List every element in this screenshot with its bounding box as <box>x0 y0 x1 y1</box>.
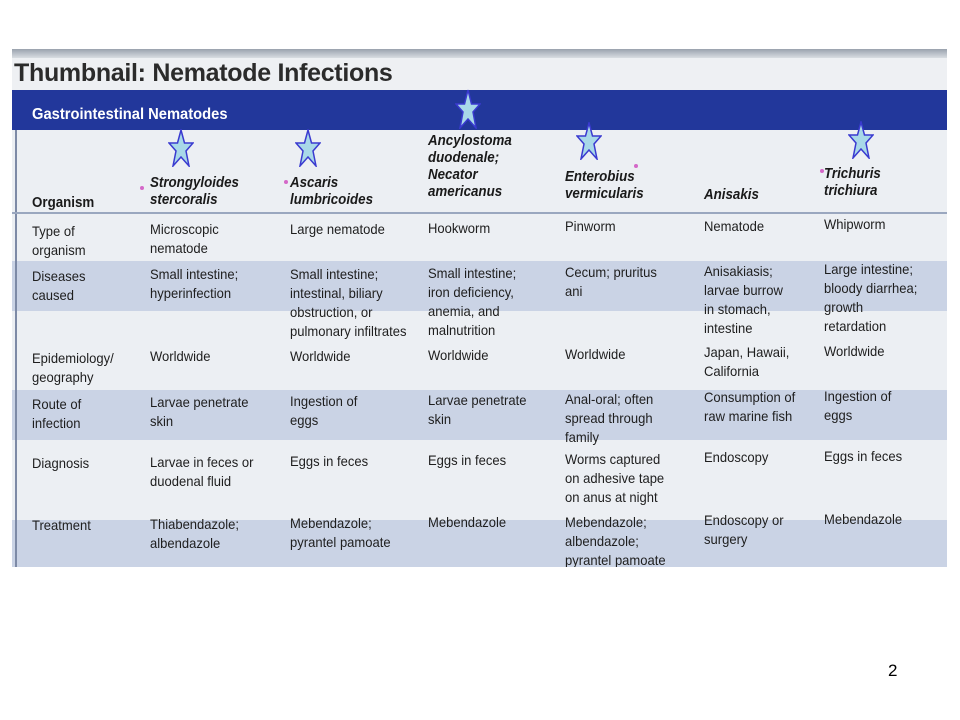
table-cell: Large intestine; bloody diarrhea; growth retardation <box>824 261 918 334</box>
table-cell: Eggs in feces <box>428 452 507 468</box>
slide-title: Thumbnail: Nematode Infections <box>14 59 393 87</box>
star-icon <box>455 89 481 129</box>
table-cell: Endoscopy <box>704 449 769 465</box>
marker-dot <box>140 186 144 190</box>
table-cell: Consumption of raw marine fish <box>704 389 796 424</box>
table-cell: Large nematode <box>290 221 385 237</box>
table-left-rule <box>15 130 17 567</box>
marker-dot <box>634 164 638 168</box>
table-cell: Anisakiasis; larvae burrow in stomach, intestine <box>704 263 783 336</box>
table-cell: Worldwide <box>428 347 489 363</box>
row-label: Diseases caused <box>32 268 86 303</box>
star-icon <box>848 121 874 159</box>
row-label: Route of infection <box>32 396 82 431</box>
photo-top-edge <box>12 49 947 58</box>
table-cell: Japan, Hawaii, California <box>704 344 790 379</box>
row-label: Type of organism <box>32 223 86 258</box>
row-label: Treatment <box>32 517 91 533</box>
table-cell: Mebendazole <box>824 511 903 527</box>
table-cell: Small intestine; intestinal, biliary obstruction, or pulmonary infiltrates <box>290 266 407 339</box>
table-cell: Eggs in feces <box>290 453 369 469</box>
table-cell: Anal-oral; often spread through family <box>565 391 654 445</box>
table-cell: Ingestion of eggs <box>824 388 892 423</box>
table-cell: Small intestine; iron deficiency, anemia, and malnutrition <box>428 265 517 338</box>
table-cell: Worldwide <box>290 348 351 364</box>
organism-header: Trichuris trichiura <box>824 166 881 199</box>
organism-header: Ascaris lumbricoides <box>290 175 374 208</box>
table-cell: Ingestion of eggs <box>290 393 358 428</box>
table-cell: Thiabendazole; albendazole <box>150 516 240 551</box>
star-icon <box>168 129 194 167</box>
organism-header: Strongyloides stercoralis <box>150 175 239 208</box>
organism-header: Enterobius vermicularis <box>565 169 644 202</box>
table-cell: Microscopic nematode <box>150 221 219 256</box>
table-cell: Endoscopy or surgery <box>704 512 784 547</box>
corner-label: Organism <box>32 195 95 211</box>
table-cell: Mebendazole; pyrantel pamoate <box>290 515 391 550</box>
table-cell: Hookworm <box>428 220 491 236</box>
row-label: Diagnosis <box>32 455 90 471</box>
section-title: Gastrointestinal Nematodes <box>32 106 228 123</box>
header-divider <box>12 212 947 214</box>
table-cell: Pinworm <box>565 218 616 234</box>
star-icon <box>576 122 602 160</box>
star-icon <box>295 129 321 167</box>
table-cell: Larvae in feces or duodenal fluid <box>150 454 254 489</box>
table-cell: Nematode <box>704 218 765 234</box>
table-cell: Mebendazole <box>428 514 507 530</box>
page-number: 2 <box>888 661 898 680</box>
row-label: Epidemiology/ geography <box>32 350 114 385</box>
marker-dot <box>284 180 288 184</box>
table-cell: Worldwide <box>565 346 626 362</box>
organism-header: Ancylostoma duodenale; Necator americanus <box>428 133 512 200</box>
table-cell: Worldwide <box>150 348 211 364</box>
table-cell: Whipworm <box>824 216 886 232</box>
table-cell: Worms captured on adhesive tape on anus at night <box>565 451 665 505</box>
organism-header: Anisakis <box>704 187 759 203</box>
table-cell: Larvae penetrate skin <box>428 392 527 427</box>
table-cell: Eggs in feces <box>824 448 903 464</box>
table-cell: Mebendazole; albendazole; pyrantel pamoate <box>565 514 666 567</box>
table-cell: Cecum; pruritus ani <box>565 264 657 299</box>
table-cell: Larvae penetrate skin <box>150 394 249 429</box>
table-cell: Worldwide <box>824 343 885 359</box>
table-cell: Small intestine; hyperinfection <box>150 266 239 301</box>
